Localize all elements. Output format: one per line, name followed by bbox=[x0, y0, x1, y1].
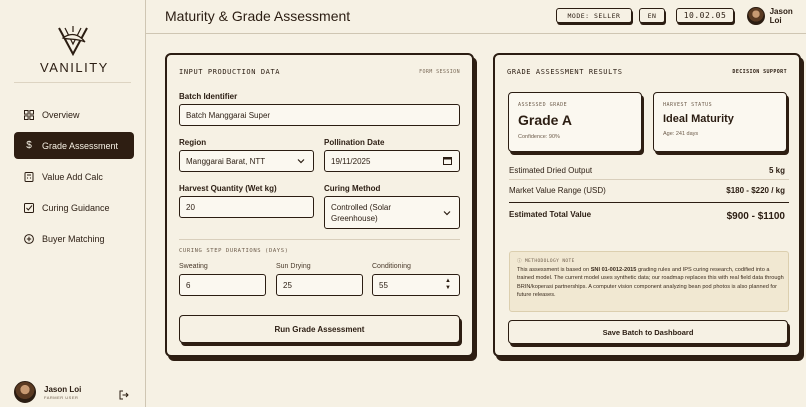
avatar bbox=[747, 7, 765, 25]
sundrying-label: Sun Drying bbox=[276, 263, 311, 270]
batch-label: Batch Identifier bbox=[179, 92, 238, 101]
grade-value: Grade A bbox=[518, 112, 572, 128]
user-name: Jason Loi bbox=[44, 384, 82, 394]
batch-value: Batch Manggarai Super bbox=[186, 110, 271, 120]
conditioning-label: Conditioning bbox=[372, 263, 411, 270]
sidebar-item-overview[interactable] bbox=[14, 101, 134, 128]
sidebar-item-label: Buyer Matching bbox=[42, 233, 105, 244]
date-badge: 10.02.05 bbox=[676, 8, 734, 23]
calendar-icon[interactable] bbox=[443, 156, 452, 167]
results-card-tag: DECISION SUPPORT bbox=[732, 69, 787, 75]
logo-text: VANILITY bbox=[40, 60, 109, 75]
result-row-label: Estimated Total Value bbox=[509, 210, 592, 219]
conditioning-value: 55 bbox=[379, 280, 388, 290]
input-card-title: INPUT PRODUCTION DATA bbox=[179, 68, 281, 76]
chevron-down-icon bbox=[443, 209, 451, 219]
curing-label: Curing Method bbox=[324, 184, 381, 193]
result-row-value: $180 - $220 / kg bbox=[726, 186, 785, 195]
sundrying-value: 25 bbox=[283, 280, 292, 290]
language-toggle[interactable]: EN bbox=[639, 8, 665, 23]
sidebar-nav bbox=[14, 101, 134, 256]
sweating-input[interactable] bbox=[179, 274, 266, 296]
user-role: FARMER USER bbox=[44, 394, 79, 400]
chevron-down-icon bbox=[297, 157, 305, 167]
logo bbox=[40, 24, 109, 75]
top-header bbox=[146, 0, 806, 34]
results-card-title: GRADE ASSESSMENT RESULTS bbox=[507, 68, 623, 76]
divider bbox=[179, 239, 460, 240]
curing-select[interactable] bbox=[324, 196, 460, 229]
sweating-label: Sweating bbox=[179, 263, 208, 270]
harvest-status-value: Ideal Maturity bbox=[663, 113, 734, 125]
harvest-age: Age: 241 days bbox=[663, 131, 699, 137]
sidebar-item-label: Grade Assessment bbox=[42, 140, 119, 151]
sweating-value: 6 bbox=[186, 280, 191, 290]
calculator-icon bbox=[24, 172, 34, 182]
grade-confidence: Confidence: 90% bbox=[518, 134, 560, 140]
sidebar-item-curing-guidance[interactable] bbox=[14, 194, 134, 221]
divider bbox=[509, 202, 789, 203]
grid-icon bbox=[24, 110, 34, 120]
sidebar bbox=[0, 0, 146, 407]
result-row-label: Estimated Dried Output bbox=[509, 166, 593, 175]
checkbox-icon bbox=[24, 203, 34, 213]
save-batch-button[interactable]: Save Batch to Dashboard bbox=[508, 320, 788, 344]
header-user[interactable] bbox=[747, 7, 806, 25]
sidebar-item-label: Overview bbox=[42, 109, 80, 120]
conditioning-input[interactable] bbox=[372, 274, 460, 296]
pollination-date-input[interactable] bbox=[324, 150, 460, 172]
sidebar-divider bbox=[14, 82, 131, 83]
harvest-value: 20 bbox=[186, 202, 195, 212]
methodology-note-title: ⓘ METHODOLOGY NOTE bbox=[517, 259, 575, 264]
mode-toggle[interactable]: MODE: SELLER bbox=[556, 8, 632, 23]
input-card bbox=[165, 53, 474, 357]
sidebar-user[interactable] bbox=[14, 380, 134, 404]
stepper-icon[interactable]: ▲ ▼ bbox=[445, 278, 451, 291]
harvest-input[interactable] bbox=[179, 196, 314, 218]
result-row-label: Market Value Range (USD) bbox=[509, 186, 606, 195]
logout-icon[interactable] bbox=[119, 387, 129, 405]
sidebar-item-grade-assessment[interactable] bbox=[14, 132, 134, 159]
input-card-tag: FORM SESSION bbox=[419, 69, 460, 75]
page-title: Maturity & Grade Assessment bbox=[165, 8, 351, 24]
curing-value: Controlled (Solar Greenhouse) bbox=[331, 202, 392, 223]
run-grade-assessment-button[interactable]: Run Grade Assessment bbox=[179, 315, 460, 343]
result-row-value: 5 kg bbox=[768, 166, 785, 175]
pollination-label: Pollination Date bbox=[324, 138, 385, 147]
plus-circle-icon bbox=[24, 234, 34, 244]
results-card bbox=[493, 53, 801, 357]
methodology-note-text: This assessment is based on SNI 01-0012-2015 grading rules and IPS curing research, codified into a trained model. The current model uses synthetic data; our roadmap replaces this with real field data through BRIN/koperasi partnerships. A computer vision component analyzing bean pod photos is also planned for future releases. bbox=[517, 267, 784, 298]
user-name: Jason Loi bbox=[769, 7, 793, 25]
sundrying-input[interactable] bbox=[276, 274, 363, 296]
total-value: $900 - $1100 bbox=[726, 211, 785, 222]
batch-input[interactable] bbox=[179, 104, 460, 126]
sidebar-item-label: Value Add Calc bbox=[42, 171, 103, 182]
pollination-value: 19/11/2025 bbox=[331, 156, 371, 166]
grade-key: ASSESSED GRADE bbox=[518, 102, 568, 108]
sidebar-item-value-add-calc[interactable] bbox=[14, 163, 134, 190]
sidebar-item-buyer-matching[interactable] bbox=[14, 225, 134, 252]
region-value: Manggarai Barat, NTT bbox=[186, 156, 266, 166]
methodology-note bbox=[509, 251, 789, 312]
avatar bbox=[14, 381, 36, 403]
dollar-icon: $ bbox=[26, 140, 32, 151]
harvest-status-card bbox=[653, 92, 787, 152]
divider bbox=[509, 179, 789, 180]
harvest-label: Harvest Quantity (Wet kg) bbox=[179, 184, 277, 193]
sidebar-item-label: Curing Guidance bbox=[42, 202, 110, 213]
region-select[interactable] bbox=[179, 150, 314, 172]
region-label: Region bbox=[179, 138, 207, 147]
vanilla-logo-icon bbox=[53, 24, 93, 58]
harvest-key: HARVEST STATUS bbox=[663, 102, 713, 108]
assessed-grade-card bbox=[508, 92, 642, 152]
durations-title: CURING STEP DURATIONS (DAYS) bbox=[179, 248, 289, 254]
